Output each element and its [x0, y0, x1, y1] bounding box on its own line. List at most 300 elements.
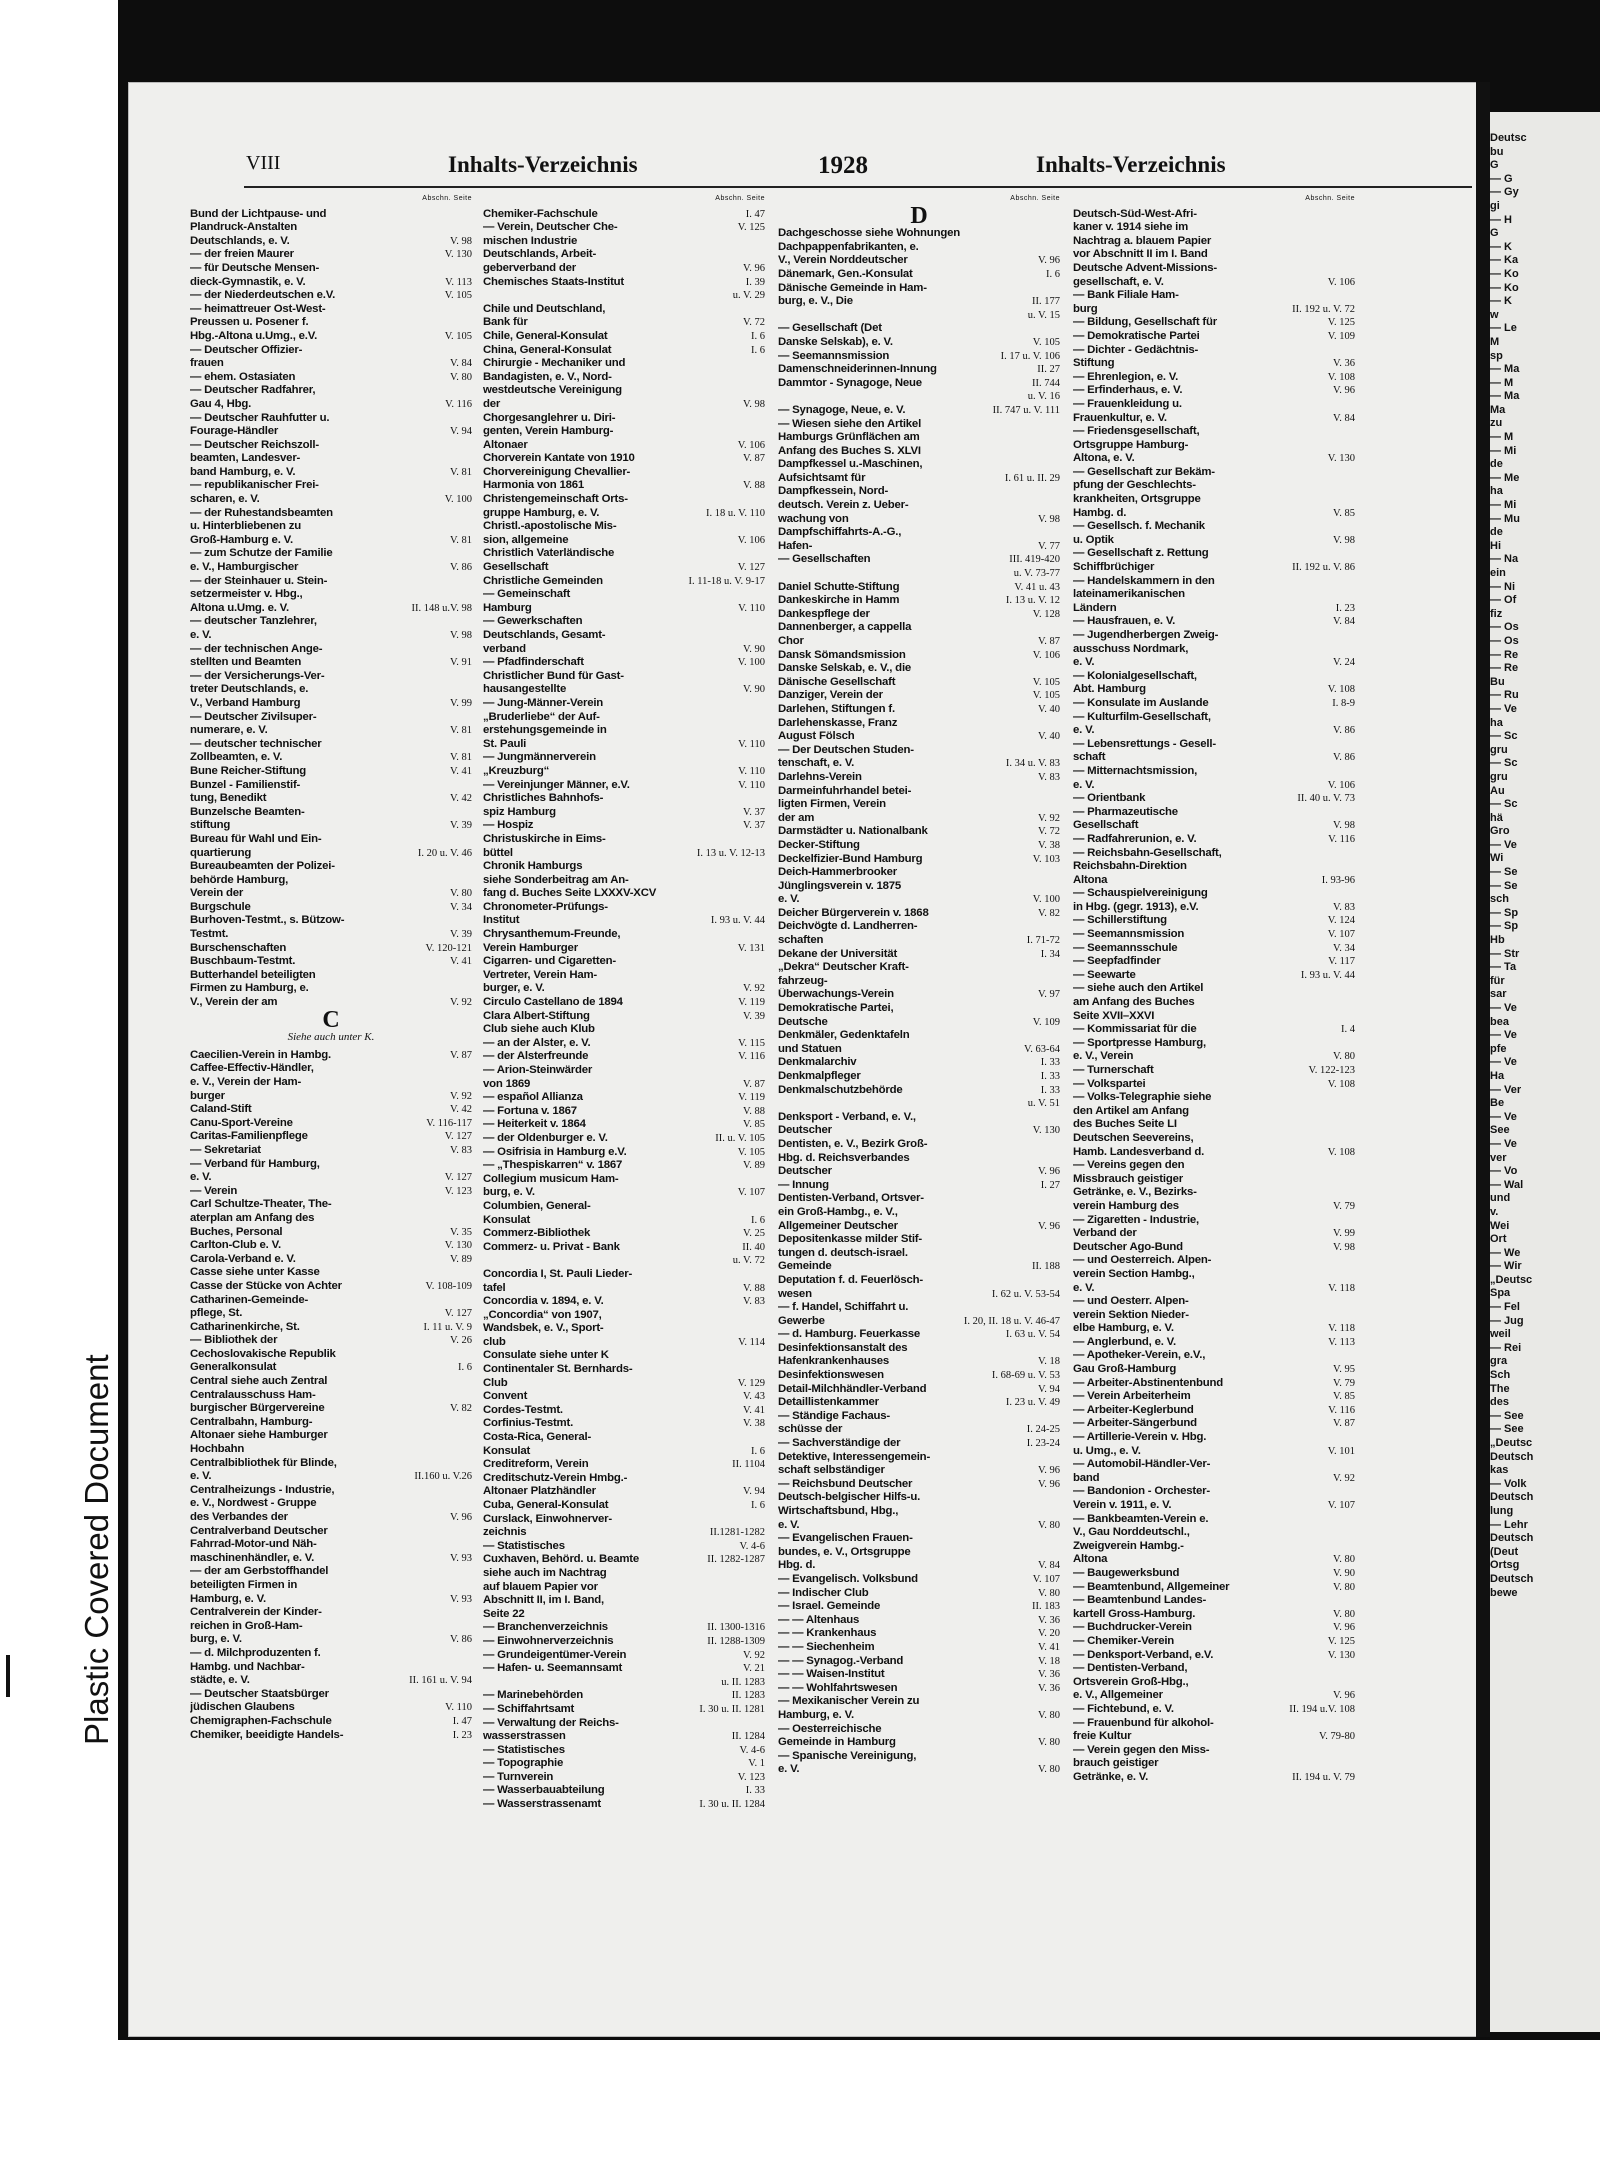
fragment-line: fiz — [1490, 607, 1503, 620]
entry-name: Dansk Sömandsmission — [778, 648, 906, 661]
entry-name: — deutscher Tanzlehrer, — [190, 615, 317, 628]
entry-reference: V. 83 — [1038, 771, 1060, 783]
fragment-line: — Os — [1490, 621, 1519, 634]
entry-name: — Sekretariat — [190, 1143, 261, 1156]
index-entry — [483, 751, 765, 765]
index-entry — [778, 363, 1060, 377]
index-entry — [778, 1002, 1060, 1016]
entry-name: — Wiesen siehe den Artikel — [778, 417, 922, 430]
index-entry — [1073, 656, 1355, 670]
entry-reference: V. 97 — [1038, 989, 1060, 1001]
index-entry — [1073, 1526, 1355, 1540]
index-entry — [483, 1649, 765, 1663]
entry-name: Abt. Hamburg — [1073, 683, 1146, 696]
index-entry — [483, 330, 765, 344]
entry-reference: V. 42 — [450, 1104, 472, 1116]
index-entry — [778, 948, 1060, 962]
edge-mark — [6, 1655, 10, 1697]
index-entry — [190, 1185, 472, 1199]
index-entry — [778, 1192, 1060, 1206]
entry-reference: V. 92 — [743, 1649, 765, 1661]
entry-name: Cigarren- und Cigaretten- — [483, 955, 616, 968]
index-entry — [190, 1402, 472, 1416]
index-entry — [778, 1315, 1060, 1329]
fragment-line: gra — [1490, 1355, 1508, 1368]
index-entry — [483, 262, 765, 276]
entry-reference: V. 87 — [743, 1078, 765, 1090]
entry-name: Collegium musicum Ham- — [483, 1172, 619, 1185]
entry-name: burg — [1073, 302, 1098, 315]
index-entry — [483, 1078, 765, 1092]
index-entry — [778, 744, 1060, 758]
index-entry — [778, 594, 1060, 608]
entry-name: — Radfahrerunion, e. V. — [1073, 832, 1197, 845]
entry-reference: V. 42 — [450, 793, 472, 805]
entry-name: — Pharmazeutische — [1073, 805, 1178, 818]
fragment-line: de — [1490, 526, 1503, 539]
index-entry — [483, 1404, 765, 1418]
index-entry — [483, 1621, 765, 1635]
entry-reference: V. 105 — [444, 290, 472, 302]
index-entry — [1073, 561, 1355, 575]
fragment-line: — Ma — [1490, 390, 1520, 403]
entry-reference: V. 83 — [450, 1144, 472, 1156]
fragment-line: — Me — [1490, 471, 1520, 484]
index-entry — [1073, 384, 1355, 398]
fragment-line: ha — [1490, 485, 1503, 498]
index-entry — [778, 1396, 1060, 1410]
fragment-line: — Gy — [1490, 186, 1519, 199]
index-entry — [190, 1525, 472, 1539]
index-entry — [1073, 1757, 1355, 1771]
index-entry — [1073, 1309, 1355, 1323]
index-entry — [190, 1062, 472, 1076]
index-entry — [190, 765, 472, 779]
entry-reference: III. 419-420 — [1009, 554, 1060, 566]
entry-reference: V. 79-80 — [1319, 1731, 1355, 1743]
index-entry — [1073, 547, 1355, 561]
fragment-line: — K — [1490, 295, 1512, 308]
entry-name: Dampfschiffahrts-A.-G., — [778, 526, 902, 539]
entry-reference: V. 94 — [450, 426, 472, 438]
entry-name: — Denksport-Verband, e.V. — [1073, 1648, 1214, 1661]
entry-reference: V. 80 — [1038, 1737, 1060, 1749]
index-entry — [190, 1090, 472, 1104]
entry-name: fahrzeug- — [778, 974, 828, 987]
fragment-line: gi — [1490, 199, 1500, 212]
entry-reference: I. 39 — [745, 276, 765, 288]
index-entry — [483, 439, 765, 453]
entry-name: Commerz-Bibliothek — [483, 1227, 591, 1240]
entry-name: numerare, e. V. — [190, 724, 268, 737]
index-entry — [190, 507, 472, 521]
entry-reference: V. 96 — [1333, 1690, 1355, 1702]
index-entry — [778, 1097, 1060, 1111]
index-entry — [1073, 479, 1355, 493]
entry-name: Hamburg, e. V. — [190, 1592, 266, 1605]
fragment-line: Deutsch — [1490, 1572, 1534, 1585]
entry-reference: I. 47 — [745, 208, 765, 220]
entry-reference: V. 130 — [1327, 453, 1355, 465]
fragment-line: — Of — [1490, 594, 1517, 607]
index-entry — [1073, 507, 1355, 521]
index-entry — [1073, 1268, 1355, 1282]
entry-name: — heimattreuer Ost-West- — [190, 302, 326, 315]
entry-reference: V. 86 — [1333, 752, 1355, 764]
entry-name: Ortsgruppe Hamburg- — [1073, 438, 1189, 451]
index-entry — [190, 547, 472, 561]
header-title-right: Inhalts-Verzeichnis — [1036, 152, 1226, 177]
fragment-line: sp — [1490, 349, 1503, 362]
plastic-cover-label: Plastic Covered Document — [78, 1354, 115, 1745]
index-entry — [1073, 235, 1355, 249]
fragment-line: bewe — [1490, 1586, 1518, 1599]
entry-name: Generalkonsulat — [190, 1361, 277, 1374]
entry-reference: V. 40 — [1038, 731, 1060, 743]
entry-reference: I. 20, II. 18 u. V. 46-47 — [963, 1315, 1060, 1327]
entry-reference: V. 117 — [1328, 956, 1355, 968]
index-entry — [1073, 1227, 1355, 1241]
fragment-line: hä — [1490, 811, 1503, 824]
entry-reference: I. 33 — [1040, 1084, 1060, 1096]
index-entry — [1073, 1676, 1355, 1690]
index-entry — [778, 1165, 1060, 1179]
entry-name: — d. Milchproduzenten f. — [190, 1646, 321, 1659]
section-letter-c: C — [322, 1006, 340, 1033]
index-entry — [483, 697, 765, 711]
index-entry — [190, 1661, 472, 1675]
entry-name: — Turnverein — [483, 1770, 554, 1783]
entry-reference: V. 105 — [1032, 336, 1060, 348]
index-entry — [190, 357, 472, 371]
entry-name: wasserstrassen — [483, 1730, 566, 1743]
index-entry — [1073, 1050, 1355, 1064]
entry-reference: u. V. 73-77 — [1013, 568, 1060, 580]
entry-reference: I. 93 u. V. 44 — [710, 915, 765, 927]
entry-name: — Seewarte — [1073, 968, 1136, 981]
index-entry — [190, 901, 472, 915]
entry-reference: V. 92 — [450, 1090, 472, 1102]
entry-reference: V. 105 — [737, 1146, 765, 1158]
entry-reference: V. 98 — [450, 235, 472, 247]
index-entry — [778, 1152, 1060, 1166]
index-entry — [483, 1703, 765, 1717]
entry-name: Dentisten, e. V., Bezirk Groß- — [778, 1137, 928, 1150]
index-entry — [483, 996, 765, 1010]
index-entry — [1073, 711, 1355, 725]
entry-name: e. V., Allgemeiner — [1073, 1689, 1163, 1702]
index-entry — [483, 344, 765, 358]
index-entry — [190, 1389, 472, 1403]
fragment-line: — Ni — [1490, 580, 1516, 593]
index-entry — [190, 235, 472, 249]
index-entry — [483, 1282, 765, 1296]
index-entry — [778, 1423, 1060, 1437]
entry-name: westdeutsche Vereinigung — [483, 384, 622, 397]
index-entry — [778, 513, 1060, 527]
entry-reference: V. 125 — [1327, 1635, 1355, 1647]
entry-reference: V. 86 — [450, 1634, 472, 1646]
entry-name: — Verein gegen den Miss- — [1073, 1743, 1210, 1756]
entry-reference: V. 37 — [743, 806, 765, 818]
document-page — [128, 82, 1490, 2037]
index-entry — [483, 1050, 765, 1064]
entry-reference: V. 38 — [743, 1418, 765, 1430]
entry-name: — Verein — [190, 1184, 238, 1197]
fragment-line: Ma — [1490, 403, 1506, 416]
entry-reference: II. 161 u. V. 94 — [409, 1675, 472, 1687]
entry-reference: I. 6 — [751, 1445, 765, 1457]
index-entry — [778, 1600, 1060, 1614]
index-entry — [778, 1260, 1060, 1274]
entry-name: Denkmalpfleger — [778, 1070, 861, 1082]
entry-name: tung, Benedikt — [190, 792, 267, 805]
entry-name: Creditreform, Verein — [483, 1458, 589, 1471]
index-entry — [778, 431, 1060, 445]
entry-name: Deutsch-Süd-West-Afri- — [1073, 207, 1197, 220]
index-entry — [1073, 901, 1355, 915]
entry-name: bundes, e. V., Ortsgruppe — [778, 1545, 911, 1558]
page-number: VIII — [246, 152, 281, 174]
entry-reference: V. 79 — [1333, 1377, 1355, 1389]
index-entry — [778, 445, 1060, 459]
index-entry — [483, 602, 765, 616]
entry-name: gesellschaft, e. V. — [1073, 275, 1164, 288]
index-entry — [778, 1464, 1060, 1478]
entry-name: e. V. — [778, 893, 800, 906]
index-entry — [190, 1361, 472, 1375]
entry-name: Darmeinfuhrhandel betei- — [778, 784, 912, 797]
fragment-line: — Ve — [1490, 1110, 1517, 1123]
index-entry — [1073, 942, 1355, 956]
entry-name: — Seemannsschule — [1073, 941, 1178, 954]
entry-reference: V. 82 — [1038, 907, 1060, 919]
entry-reference: V. 85 — [743, 1119, 765, 1131]
index-entry — [483, 643, 765, 657]
entry-reference: I. 20 u. V. 46 — [417, 847, 472, 859]
index-entry — [1073, 833, 1355, 847]
entry-reference: V. 41 — [1038, 1641, 1060, 1653]
scan-bottom-margin — [0, 2040, 1600, 2177]
entry-reference: V. 127 — [444, 1172, 472, 1184]
entry-name: — Israel. Gemeinde — [778, 1600, 881, 1613]
index-entry — [483, 561, 765, 575]
entry-reference: V. 18 — [1038, 1655, 1060, 1667]
entry-name: Depositenkasse milder Stif- — [778, 1233, 922, 1246]
index-column-4 — [1073, 192, 1355, 1784]
entry-name: Deichvögte d. Landherren- — [778, 920, 918, 933]
index-entry — [778, 785, 1060, 799]
entry-name: — Gesellschaft zur Bekäm- — [1073, 465, 1215, 478]
index-entry — [483, 833, 765, 847]
index-column-2 — [483, 192, 765, 1812]
entry-reference: V. 81 — [450, 752, 472, 764]
index-entry — [483, 575, 765, 589]
fragment-line: bu — [1490, 145, 1504, 158]
index-entry — [190, 1701, 472, 1715]
entry-reference: I. 30 u. II. 1281 — [699, 1703, 765, 1715]
fragment-line: — Mi — [1490, 499, 1517, 512]
entry-reference: V. 26 — [450, 1335, 472, 1347]
index-entry — [483, 1499, 765, 1513]
entry-name: — Mexikanischer Verein zu — [778, 1695, 920, 1708]
entry-name: Danske Selskab), e. V. — [778, 335, 893, 348]
entry-name: Reichsbahn-Direktion — [1073, 860, 1187, 873]
index-entry — [483, 1540, 765, 1554]
fragment-line: — Ko — [1490, 267, 1519, 280]
fragment-line: — K — [1490, 240, 1512, 253]
fragment-line: w — [1490, 308, 1499, 321]
entry-name: — Baugewerksbund — [1073, 1566, 1180, 1579]
entry-name: Casse der Stücke von Achter — [190, 1279, 342, 1292]
index-entry — [190, 602, 472, 616]
entry-name: Fahrrad-Motor-und Näh- — [190, 1538, 317, 1551]
entry-name: — Bildung, Gesellschaft für — [1073, 316, 1217, 329]
index-entry — [1073, 1417, 1355, 1431]
entry-reference: V. 40 — [1038, 703, 1060, 715]
index-entry — [778, 553, 1060, 567]
index-entry — [190, 276, 472, 290]
entry-reference: V. 85 — [1333, 507, 1355, 519]
entry-name: Caffee-Effectiv-Händler, — [190, 1062, 314, 1075]
index-entry — [1073, 819, 1355, 833]
entry-reference: I. 6 — [751, 1214, 765, 1226]
entry-name: Decker-Stiftung — [778, 838, 860, 851]
entry-name: Demokratische Partei, — [778, 1002, 894, 1015]
entry-reference: V. 130 — [444, 1240, 472, 1252]
entry-name: von 1869 — [483, 1077, 531, 1090]
index-entry — [483, 384, 765, 398]
index-entry — [778, 1043, 1060, 1057]
entry-name: Centralverband Deutscher — [190, 1524, 328, 1537]
index-entry — [483, 1717, 765, 1731]
index-entry — [1073, 1295, 1355, 1309]
entry-reference: V. 130 — [1327, 1649, 1355, 1661]
fragment-line: — Ka — [1490, 254, 1519, 267]
fragment-line: Sch — [1490, 1369, 1511, 1382]
entry-name: — Kulturfilm-Gesellschaft, — [1073, 710, 1211, 723]
index-entry — [778, 1383, 1060, 1397]
index-entry — [190, 1729, 472, 1743]
index-entry — [483, 371, 765, 385]
index-entry — [190, 1334, 472, 1348]
index-entry — [483, 425, 765, 439]
index-entry — [1073, 847, 1355, 861]
entry-reference: V. 84 — [1038, 1560, 1060, 1572]
entry-name: — Turnerschaft — [1073, 1064, 1154, 1076]
entry-name: Deputation f. d. Feuerlösch- — [778, 1273, 924, 1286]
index-entry — [190, 1674, 472, 1688]
entry-reference: V. 80 — [1333, 1608, 1355, 1620]
index-entry — [778, 1587, 1060, 1601]
index-entry — [190, 1443, 472, 1457]
entry-reference: V. 96 — [1333, 385, 1355, 397]
index-entry — [483, 969, 765, 983]
index-entry — [1073, 1282, 1355, 1296]
entry-name: Convent — [483, 1390, 528, 1403]
entry-name: Detail-Milchhändler-Verband — [778, 1382, 927, 1395]
entry-reference: V. 96 — [1038, 1220, 1060, 1232]
entry-reference: II. 1284 — [731, 1731, 765, 1743]
entry-reference: I. 17 u. V. 106 — [1000, 350, 1060, 362]
index-entry — [1073, 1091, 1355, 1105]
entry-name: Konsulat — [483, 1444, 531, 1457]
index-entry — [1073, 1363, 1355, 1377]
entry-name: frauen — [190, 357, 224, 370]
index-entry — [190, 615, 472, 629]
entry-name: — Erfinderhaus, e. V. — [1073, 384, 1183, 397]
entry-name: jüdischen Glaubens — [190, 1701, 295, 1714]
entry-name: Deutsche Advent-Missions- — [1073, 261, 1217, 274]
index-entry — [778, 853, 1060, 867]
fragment-line: — Na — [1490, 553, 1519, 566]
index-entry — [778, 1124, 1060, 1138]
entry-name: e. V., Verein — [1073, 1050, 1134, 1063]
index-entry — [778, 1668, 1060, 1682]
entry-name: maschinenhändler, e. V. — [190, 1551, 315, 1564]
index-entry — [190, 1144, 472, 1158]
index-entry — [190, 303, 472, 317]
entry-reference: II. 1104 — [732, 1459, 765, 1471]
entry-name: — der Alsterfreunde — [483, 1050, 589, 1063]
entry-reference: V. 113 — [1328, 1336, 1355, 1348]
index-entry — [1073, 493, 1355, 507]
index-entry — [190, 493, 472, 507]
index-entry — [1073, 670, 1355, 684]
entry-reference: V. 100 — [1032, 894, 1060, 906]
entry-reference: I. 4 — [1341, 1024, 1355, 1036]
entry-name: ein Groß-Hambg., e. V., — [778, 1205, 898, 1218]
index-entry — [483, 914, 765, 928]
fragment-line: pfe — [1490, 1042, 1507, 1055]
entry-reference: V. 99 — [1333, 1228, 1355, 1240]
index-entry — [190, 656, 472, 670]
index-entry — [483, 588, 765, 602]
entry-name: Bandagisten, e. V., Nord- — [483, 370, 612, 383]
entry-reference: V. 41 — [450, 765, 472, 777]
entry-name: Ortsverein Groß-Hbg., — [1073, 1675, 1189, 1688]
entry-name: verein Section Hambg., — [1073, 1267, 1195, 1280]
index-entry — [778, 350, 1060, 364]
entry-reference: V. 88 — [743, 1282, 765, 1294]
entry-name: Continentaler St. Bernhards- — [483, 1363, 633, 1376]
index-entry — [1073, 262, 1355, 276]
entry-name: — Hafen- u. Seemannsamt — [483, 1662, 623, 1675]
index-entry — [483, 1214, 765, 1228]
entry-reference: V. 20 — [1038, 1628, 1060, 1640]
index-entry — [190, 1171, 472, 1185]
index-entry — [190, 670, 472, 684]
column-header: Abschn. Seite — [1305, 195, 1355, 202]
index-entry — [778, 717, 1060, 731]
entry-name: — Deutscher Zivilsuper- — [190, 710, 317, 723]
entry-name: — „Thespiskarren“ v. 1867 — [483, 1159, 623, 1172]
entry-name: Caritas-Familienpflege — [190, 1130, 308, 1143]
entry-name: — español Allianza — [483, 1091, 583, 1104]
index-entry — [190, 1470, 472, 1484]
entry-name: Plandruck-Anstalten — [190, 221, 297, 234]
entry-reference: V. 85 — [1333, 1391, 1355, 1403]
entry-name: — Frauenkleidung u. — [1073, 397, 1182, 410]
index-entry — [1073, 289, 1355, 303]
index-entry — [190, 833, 472, 847]
entry-reference: V. 80 — [1038, 1764, 1060, 1776]
entry-name: — Hausfrauen, e. V. — [1073, 615, 1176, 628]
entry-name: des Buches Seite LI — [1073, 1118, 1177, 1131]
entry-name: kaner v. 1914 siehe im — [1073, 221, 1189, 234]
index-entry — [1073, 1662, 1355, 1676]
index-entry — [190, 751, 472, 765]
